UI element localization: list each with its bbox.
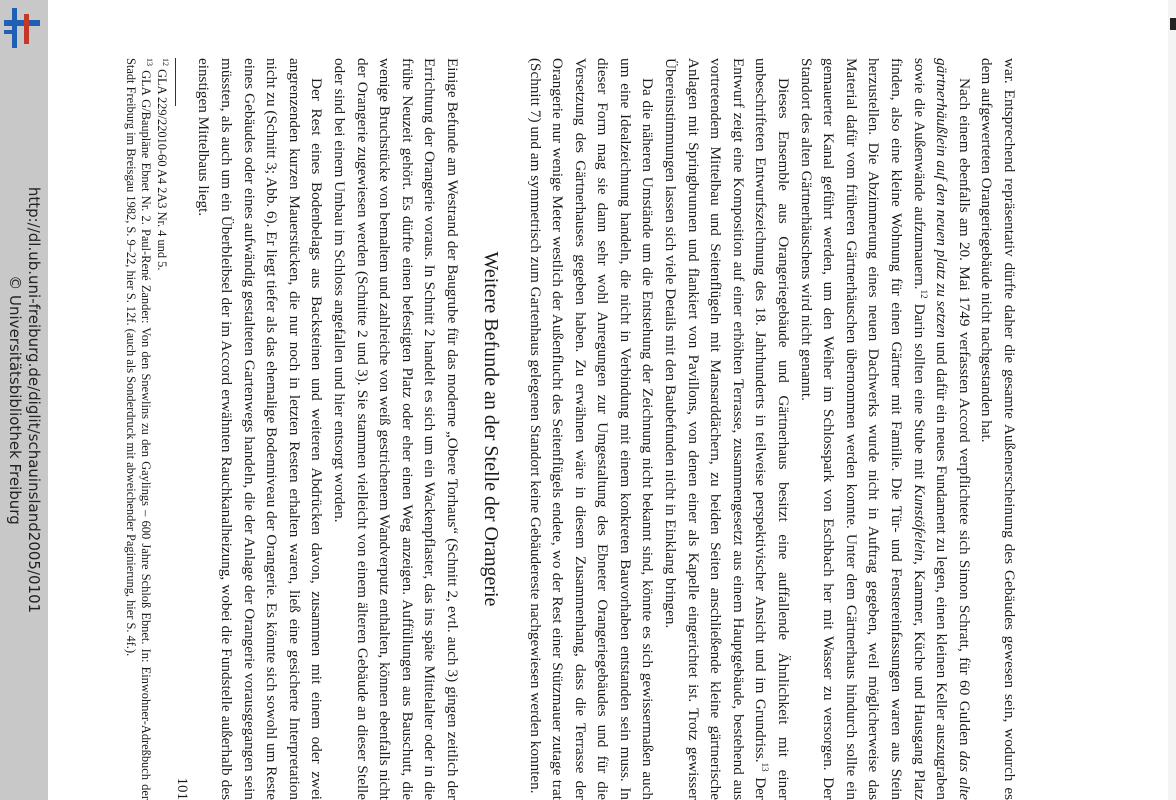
text-run: Dieses Ensemble aus Orangeriegebäude und Gärtnerhaus besitzt eine auffallende Ähnlichkeit mit einer unbeschrifteten Entwurfszeichnung des 18. Jahrhunderts in teilweise perspektivischer Ansicht und im Grundriss. (752, 58, 793, 800)
scanned-page (123, 58, 1020, 800)
paragraph-befunde: Einige Befunde am Westrand der Baugrube für das moderne „Obere Torhaus“ (Schnitt 2, evtl. auch 3) gingen zeitlich der Errichtung der Orangerie voraus. In Schnitt 2 handelt es sich um ein Wackenpflaster, das ins späte Mittelalter oder in die frühe Neuzeit gehört. Es dürfte einen befestigten Platz oder eher einen Weg anzeigen. Auffüllungen aus Bauschutt, die wenige Bruchstücke von bemaltem und zahlreiche von weiß gestrichenem Wandverputz enthalten, können ebenfalls nicht der Orangerie zugewiesen werden (Schnitte 2 und 3). Sie stammen vielleicht von einem älteren Gebäude an dieser Stelle oder sind bei einem Umbau im Schloss angefallen und hier entsorgt worden. (330, 58, 461, 800)
footnote-text: GLA G/Baupläne Ebnet Nr. 2. Paul-René Zander: Von den Snewlins zu den Gaylings – 600 Jahre Schloß Ebnet. In: Einwohner-Adreßbuch der Stadt Freiburg im Breisgau 1982, S. 9–22, hier S. 12f. (auch als Sonderdruck mit abweichender Paginierung, hier S. 4f.). (123, 58, 154, 800)
paragraph-bodenbelag: Der Rest eines Bodenbelags aus Backsteinen und weiteren Abdrücken davon, zusammen mit einem oder zwei angrenzenden kurzen Mauerstücken, die nur noch in letzten Resten erhalten waren, ließ eine gesicherte Interpretation nicht zu (Schnitt 3; Abb. 6). Er liegt tiefer als das ehemalige Bodenniveau der Orangerie. Es könnte sich sowohl um Reste eines Gebäudes oder eines aufwändig gestalteten Gartenwegs handeln, die der Anlage der Orangerie vorausgegangen sein müssten, als auch um ein Überbleibsel der im Accord erwähnten Rauchkanalheizung, wobei die Fundstelle außerhalb des einstigen Mittelbaus liegt. (195, 58, 326, 800)
footnote-divider (175, 58, 176, 106)
section-heading: Weitere Befunde an der Stelle der Orangerie (479, 251, 502, 607)
footnote-13 (122, 58, 153, 800)
text-run: Darin sollten eine Stube mit (910, 298, 928, 485)
document-url[interactable]: http://dl.ub.uni-freiburg.de/diglit/schauinsland2005/0101 (25, 186, 43, 614)
copyright-notice: © Universitätsbibliothek Freiburg (6, 275, 24, 525)
footnote-ref[interactable]: 13 (760, 762, 771, 772)
viewer-sidebar (0, 0, 48, 800)
viewer-url-block (5, 187, 43, 613)
italic-quote: Kunstöfelein (910, 484, 928, 561)
footnote-ref[interactable]: 12 (918, 289, 929, 299)
italic-quote: das alte gärtnerhäußlein auf den neuen platz zu setzen (933, 58, 973, 800)
footnote-number: 12 (160, 58, 170, 66)
paragraph-accord (794, 58, 975, 800)
text-run: Der Entwurf zeigt eine Komposition auf einer erhöhten Terrasse, zusammengesetzt aus einem Hauptgebäude, bestehend aus vortretendem Mittelbau und Seitenflügeln mit Mansarddächern, zu beiden Seiten anschließende kleine gärtnerische Anlagen mit Springbrunnen und flankiert von Pavillons, von denen einer als Kapelle eingerichtet ist. Trotz gewisser Übereinstimmungen lassen sich viele Details mit den Baubefunden nicht in Einklang bringen. (662, 58, 770, 800)
text-run: Nach einem ebenfalls am 20. Mai 1749 verfassten Accord verpflichtete sich Simon Schratt, für 60 Gulden (955, 78, 973, 751)
viewer-url-column (0, 0, 48, 800)
text-run: und dafür ein neues Fundament zu legen, einen kleinen Keller auszugraben sowie die Außenwände aufzumauern. (910, 58, 951, 800)
paragraph-entstehung: Da die näheren Umstände um die Entstehung der Zeichnung nicht bekannt sind, könnte es sich gewissermaßen auch um eine Idealzeichnung handeln, die nicht in Verbindung mit einem konkreten Bauvorhaben entstanden sein muss. In dieser Form mag sie dann sehr wohl Anregungen zur Umgestaltung des Ebneter Orangeriegebäudes und für die Versetzung des Gärtnerhauses gegeben haben. Zu erwähnen wäre in diesem Zusammenhang, dass die Terrasse der Orangerie nur wenige Meter westlich der Außenflucht des Seitenflügels endete, wo der Rest einer Stützmauer zutage trat (Schnitt 7) und am symmetrisch zum Gartenhaus gelegenen Standort keine Gebäudereste nachgewiesen werden konnten. (526, 58, 657, 800)
footnote-12 (153, 58, 169, 800)
paragraph-ensemble (659, 58, 795, 800)
edge-mark (1170, 18, 1176, 30)
footnote-text: GLA 229/22010-60 A4 2A3 Nr. 4 und 5. (154, 69, 169, 271)
right-edge-strip (1168, 0, 1176, 800)
page-number: 101 (173, 777, 190, 800)
top-paragraph: war. Entsprechend repräsentativ dürfte daher die gesamte Außenerscheinung des Gebäudes gewesen sein, wodurch es dem aufgewerteten Orangeriegebäude nicht nachgestanden hat. (978, 58, 1018, 800)
footnote-number: 13 (145, 58, 155, 66)
text-run: , Kammer, Küche und Hausgang Platz finden, also eine kleine Wohnung für einen Gärtner mit Familie. Die Tür- und Fenstereinfassungen waren aus Stein herzustellen. Die Abzimmerung eines neuen Dachwerks wurde nicht in Auftrag gegeben, weil möglicherweise das Material dafür vom früheren Gärtnerhäuschen übernommen werden konnte. Unter dem Gärtnerhaus hindurch sollte ein gemauerter Kanal geführt werden, um den Weiher im Schlosspark von Eschbach her mit Wasser zu versorgen. Der Standort des alten Gärtnerhäuschens wird nicht genannt. (797, 58, 928, 800)
scan-page-viewport (48, 0, 1168, 800)
